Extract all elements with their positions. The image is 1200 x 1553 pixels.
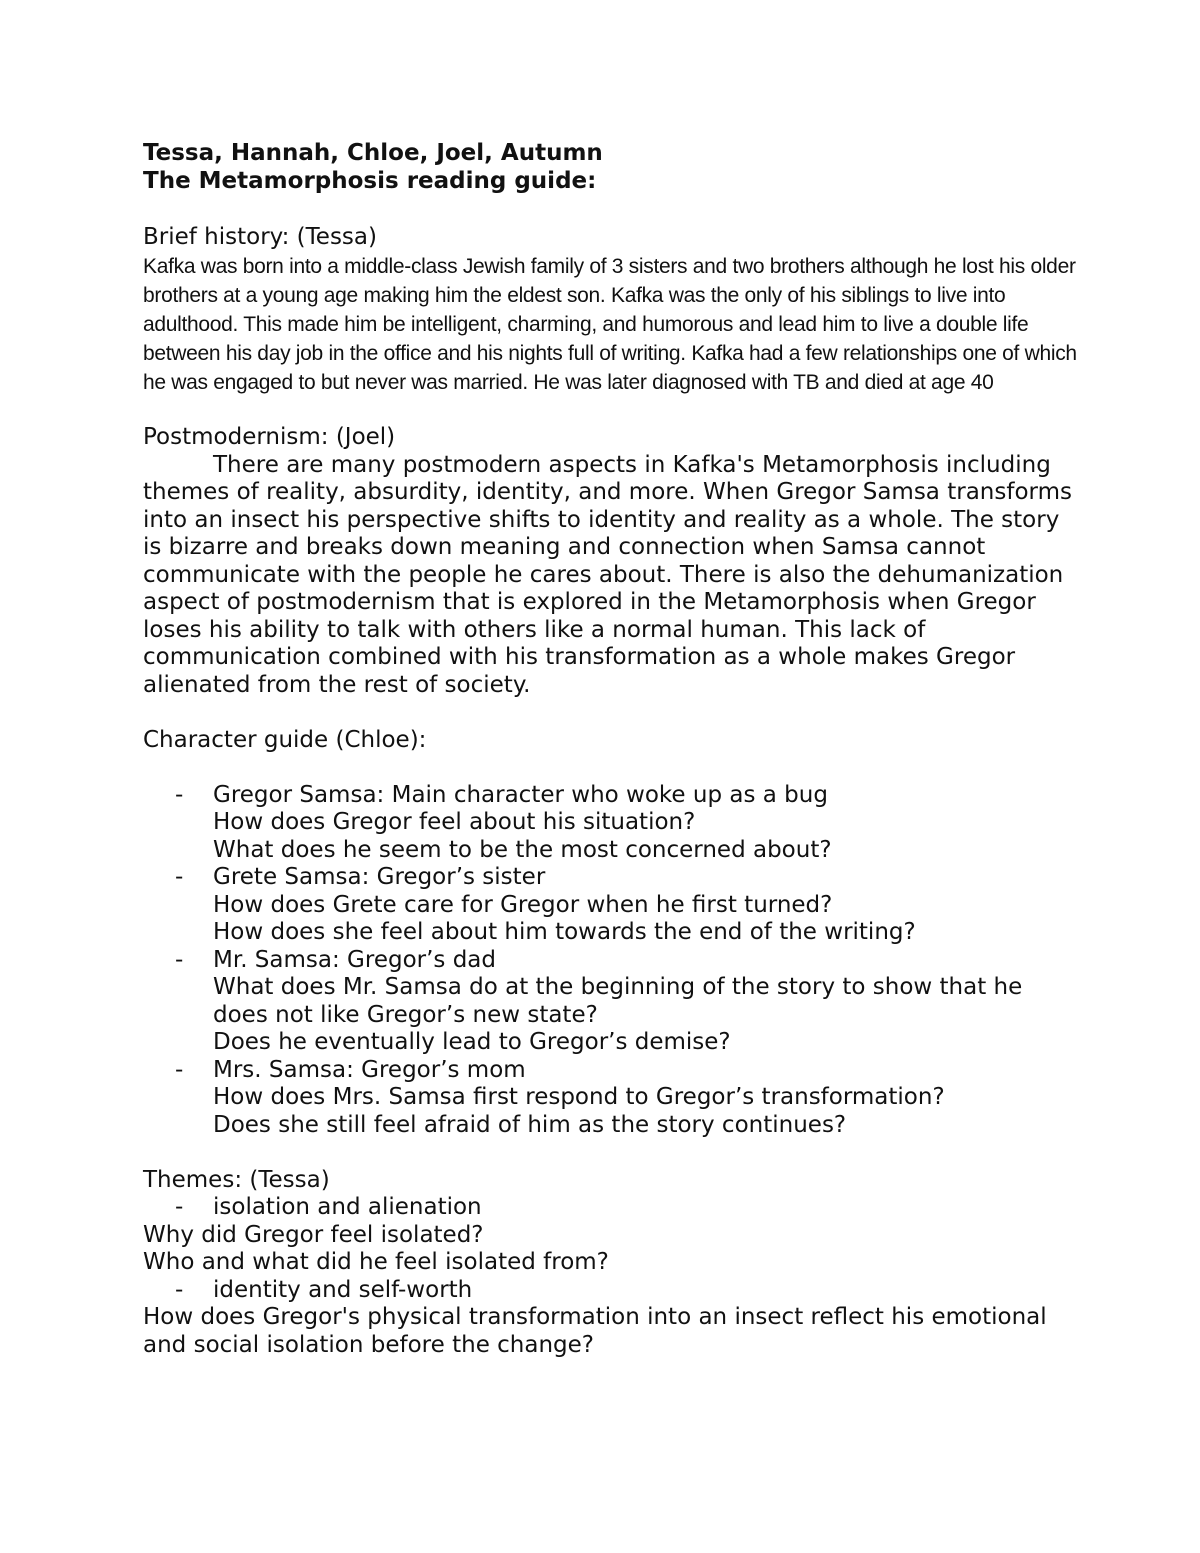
theme-list	[143, 1277, 1083, 1305]
character-question: Does she still feel afraid of him as the story continues?	[213, 1111, 847, 1138]
list-item-mrs-samsa	[143, 1057, 1083, 1140]
character-guide-heading: Character guide (Chloe):	[143, 726, 427, 753]
bullet-dash: -	[175, 781, 184, 808]
bullet-dash: -	[175, 1276, 184, 1303]
character-question: How does she feel about him towards the end of the writing?	[213, 919, 916, 945]
list-item-theme-isolation	[143, 1194, 1083, 1222]
character-name: Mrs. Samsa: Gregor’s mom	[213, 1056, 526, 1083]
list-item-theme-identity	[143, 1277, 1083, 1305]
document-title: The Metamorphosis reading guide:	[143, 167, 597, 194]
character-name: Gregor Samsa: Main character who woke up as a bug	[213, 781, 828, 808]
spacer	[143, 754, 1083, 782]
list-item-grete	[143, 864, 1083, 947]
history-heading: Brief history: (Tessa)	[143, 223, 377, 250]
authors-line: Tessa, Hannah, Chloe, Joel, Autumn	[143, 140, 603, 166]
theme-list	[143, 1194, 1083, 1222]
character-question: What does Mr. Samsa do at the beginning of the story to show that he does not like Gregor’s new state?	[213, 974, 1023, 1028]
spacer	[143, 699, 1083, 727]
character-question: What does he seem to be the most concerned about?	[213, 836, 832, 863]
character-question: How does Mrs. Samsa first respond to Gregor’s transformation?	[213, 1084, 945, 1110]
theme-question: Who and what did he feel isolated from?	[143, 1249, 609, 1275]
bullet-dash: -	[175, 946, 184, 973]
character-name: Mr. Samsa: Gregor’s dad	[213, 946, 496, 973]
character-list	[143, 782, 1083, 1140]
postmodernism-text: There are many postmodern aspects in Kafka's Metamorphosis including themes of reality, absurdity, identity, and more. When Gregor Samsa transforms into an insect his perspective shifts to identity and reality as a whole. The story is bizarre and breaks down meaning and connection when Samsa cannot communicate with the people he cares about. There is also the dehumanization aspect of postmodernism that is explored in the Metamorphosis when Gregor loses his ability to talk with others like a normal human. This lack of communication combined with his transformation as a whole makes Gregor alienated from the rest of society.	[143, 451, 1072, 698]
theme-question: How does Gregor's physical transformation into an insect reflect his emotional and social isolation before the change?	[143, 1304, 1047, 1358]
themes-heading: Themes: (Tessa)	[143, 1166, 330, 1193]
character-question: How does Gregor feel about his situation?	[213, 809, 696, 835]
bullet-dash: -	[175, 1194, 184, 1220]
theme-name: isolation and alienation	[213, 1194, 482, 1220]
character-question: How does Grete care for Gregor when he first turned?	[213, 891, 833, 918]
spacer	[143, 195, 1083, 223]
list-item-gregor	[143, 782, 1083, 865]
postmodernism-heading: Postmodernism: (Joel)	[143, 424, 396, 450]
character-question: Does he eventually lead to Gregor’s demise?	[213, 1029, 731, 1055]
bullet-dash: -	[175, 1056, 184, 1083]
document-page	[143, 140, 1083, 1359]
theme-question: Why did Gregor feel isolated?	[143, 1221, 484, 1248]
list-item-mr-samsa	[143, 947, 1083, 1057]
spacer	[143, 397, 1083, 425]
theme-name: identity and self-worth	[213, 1276, 473, 1303]
history-body: Kafka was born into a middle-class Jewish family of 3 sisters and two brothers although he lost his older brothers at a young age making him the eldest son. Kafka was the only of his siblings to live into adulthood. This made him be intelligent, charming, and humorous and lead him to live a double life between his day job in the office and his nights full of writing. Kafka had a few relationships one of which he was engaged to but never was married. He was later diagnosed with TB and died at age 40	[143, 254, 1077, 394]
character-name: Grete Samsa: Gregor’s sister	[213, 864, 546, 890]
bullet-dash: -	[175, 864, 184, 890]
postmodernism-body	[143, 452, 1083, 700]
spacer	[143, 1139, 1083, 1167]
